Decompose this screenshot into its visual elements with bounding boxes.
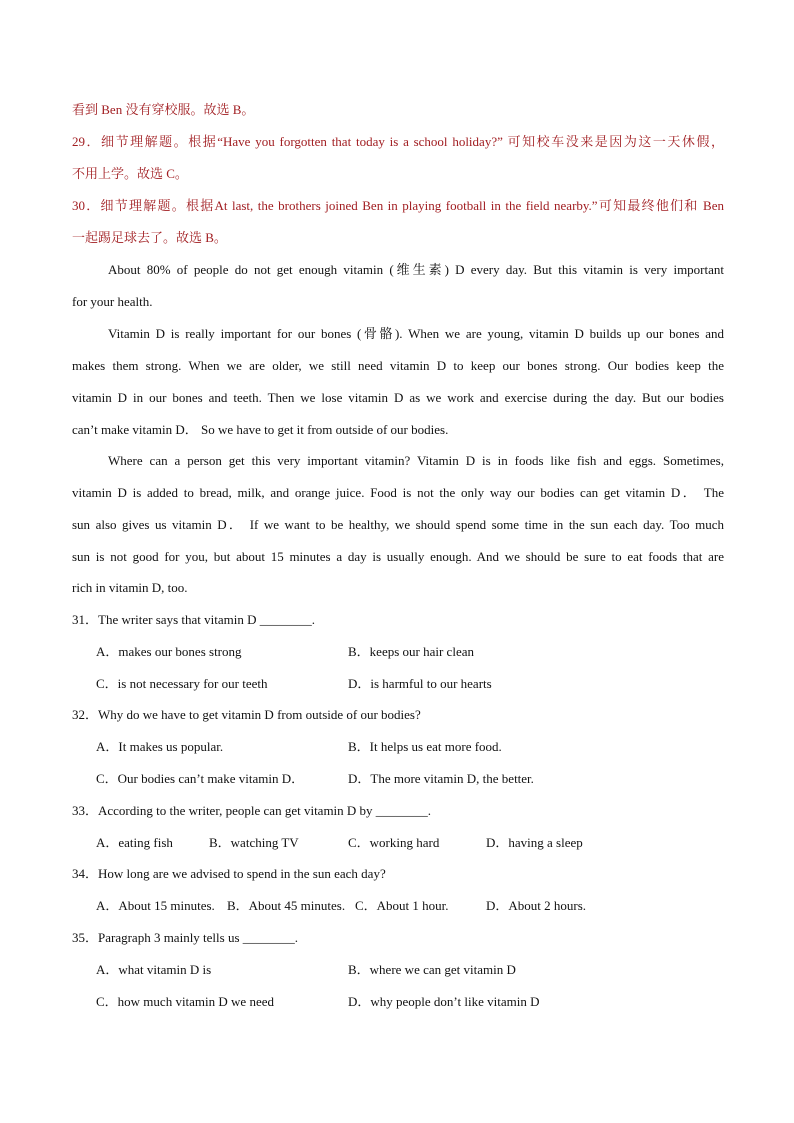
question-35-stem: 35．Paragraph 3 mainly tells us ________. [72, 930, 299, 945]
question-33-stem: 33．According to the writer, people can get vitamin D by ________. [72, 803, 432, 818]
passage-p3-line-2: vitamin D is added to bread, milk, and orange juice. Food is not the only way our bodies can get vitamin D． The [72, 485, 724, 500]
question-34-option-b[interactable]: B．About 45 minutes. [227, 898, 346, 913]
passage-p1-line-1: About 80% of people do not get enough vitamin (维生素) D every day. But this vitamin is very important [108, 262, 724, 277]
question-32-option-d[interactable]: D．The more vitamin D, the better. [348, 771, 534, 786]
passage-p2-line-1: Vitamin D is really important for our bones (骨骼). When we are young, vitamin D builds up our bones and [108, 326, 724, 341]
passage-p3-line-3: sun also gives us vitamin D． If we want to be healthy, we should spend some time in the sun each day. Too much [72, 517, 724, 532]
passage-p1-line-2: for your health. [72, 294, 153, 309]
question-34-stem: 34．How long are we advised to spend in the sun each day? [72, 866, 386, 881]
answer-28-tail: 看到 Ben 没有穿校服。故选 B。 [72, 102, 255, 117]
answer-29-line-2: 不用上学。故选 C。 [72, 166, 188, 181]
answer-30-line-2: 一起踢足球去了。故选 B。 [72, 230, 227, 245]
passage-p2-line-4: can’t make vitamin D． So we have to get it from outside of our bodies. [72, 422, 449, 437]
question-32-option-b[interactable]: B．It helps us eat more food. [348, 739, 502, 754]
question-31-option-c[interactable]: C．is not necessary for our teeth [96, 676, 268, 691]
question-33-option-b[interactable]: B．watching TV [209, 835, 299, 850]
question-32-stem: 32．Why do we have to get vitamin D from outside of our bodies? [72, 707, 421, 722]
question-34-option-a[interactable]: A．About 15 minutes. [96, 898, 215, 913]
question-31-stem: 31．The writer says that vitamin D ________. [72, 612, 315, 627]
question-32-option-a[interactable]: A．It makes us popular. [96, 739, 224, 754]
question-31-option-a[interactable]: A．makes our bones strong [96, 644, 242, 659]
answer-30-line-1: 30．细节理解题。根据At last, the brothers joined Ben in playing football in the field nearby.”可知最终他们和 Ben [72, 198, 724, 213]
passage-p3-line-1: Where can a person get this very important vitamin? Vitamin D is in foods like fish and eggs. Sometimes, [108, 453, 724, 468]
question-33-option-a[interactable]: A．eating fish [96, 835, 173, 850]
question-32-option-c[interactable]: C．Our bodies can’t make vitamin D． [96, 771, 305, 786]
answer-29-line-1: 29．细节理解题。根据“Have you forgotten that today is a school holiday?” 可知校车没来是因为这一天休假， [72, 134, 724, 149]
passage-p2-line-3: vitamin D in our bones and teeth. Then we lose vitamin D as we work and exercise during the day. But our bodies [72, 390, 724, 405]
passage-p3-line-4: sun is not good for you, but about 15 minutes a day is usually enough. And we should be sure to eat foods that are [72, 549, 724, 564]
question-34-option-c[interactable]: C．About 1 hour. [355, 898, 449, 913]
question-31-option-d[interactable]: D．is harmful to our hearts [348, 676, 492, 691]
question-34-option-d[interactable]: D．About 2 hours. [486, 898, 587, 913]
question-33-option-d[interactable]: D．having a sleep [486, 835, 583, 850]
passage-p3-line-5: rich in vitamin D, too. [72, 580, 188, 595]
question-35-option-a[interactable]: A．what vitamin D is [96, 962, 212, 977]
question-35-option-d[interactable]: D．why people don’t like vitamin D [348, 994, 540, 1009]
question-35-option-b[interactable]: B．where we can get vitamin D [348, 962, 516, 977]
question-31-option-b[interactable]: B．keeps our hair clean [348, 644, 474, 659]
question-35-option-c[interactable]: C．how much vitamin D we need [96, 994, 274, 1009]
question-33-option-c[interactable]: C．working hard [348, 835, 440, 850]
passage-p2-line-2: makes them strong. When we are older, we still need vitamin D to keep our bones strong. Our bodies keep the [72, 358, 724, 373]
